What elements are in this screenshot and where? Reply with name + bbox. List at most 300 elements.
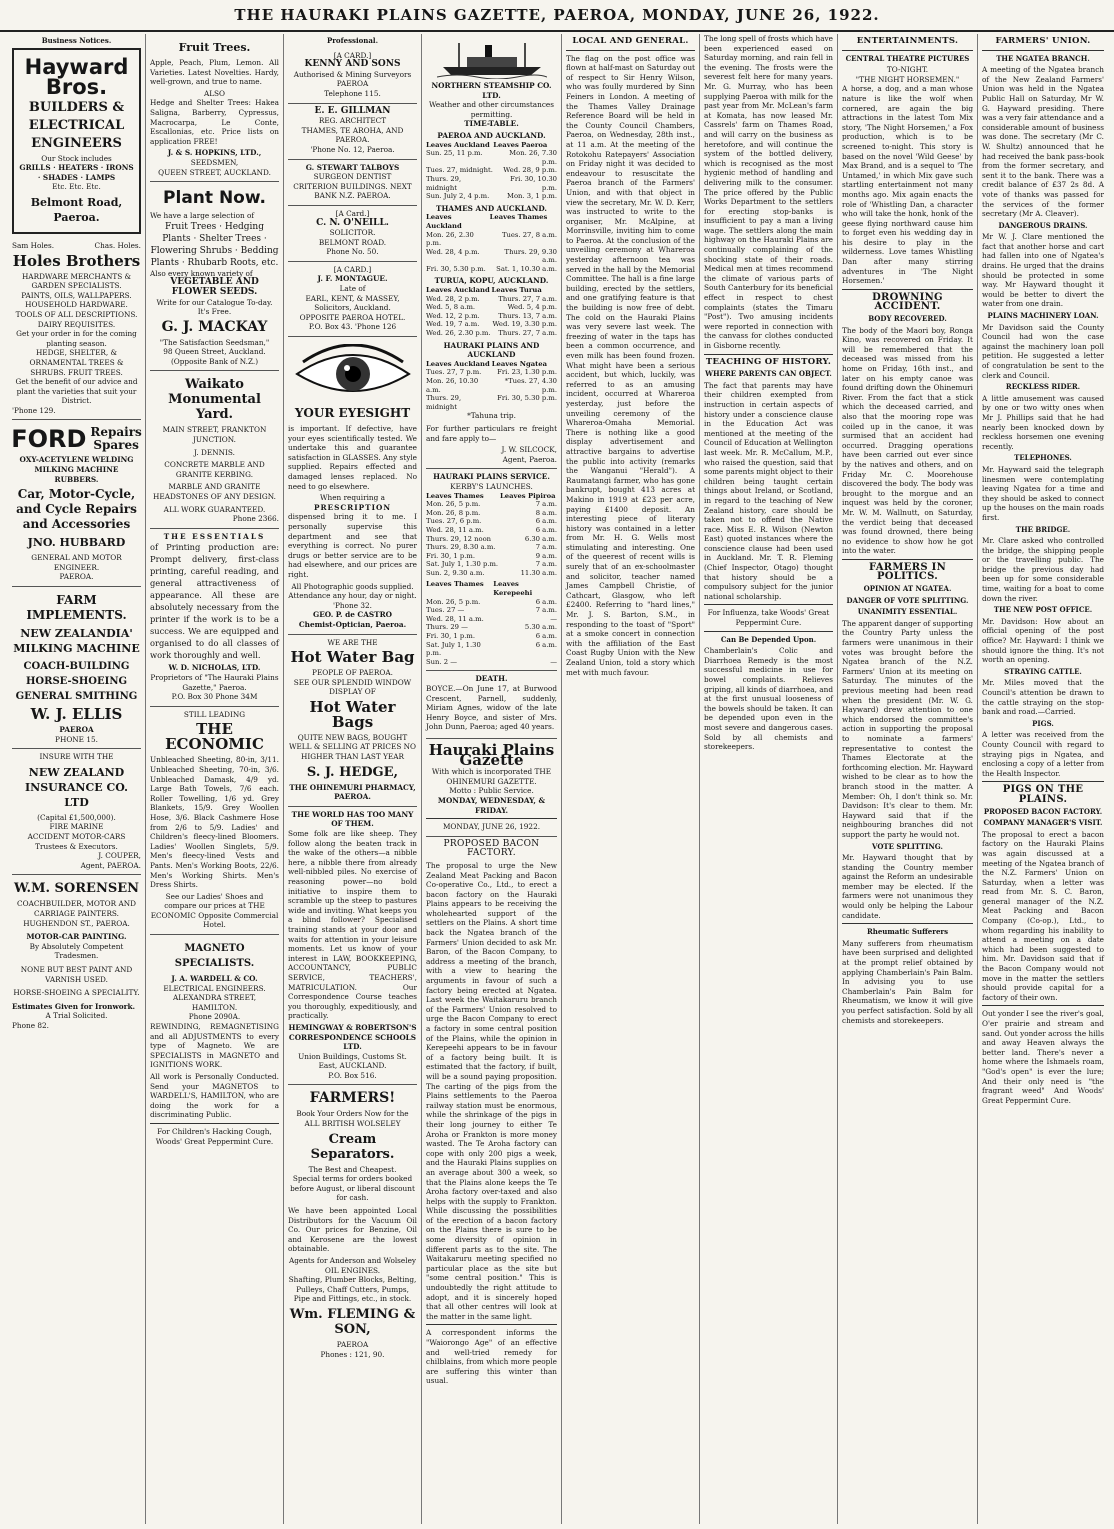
timetable-cell: Wed. 28, 11 a.m. xyxy=(426,525,484,534)
drown-body: The body of the Maori boy, Ronga Kino, was recovered on Friday. It will be remembered that the deceased was missed from his home on Friday, 16th inst., and later on his empty canoe was found drifting down the Ohinemuri River. From the fact that a stick which the deceased carried, and also that the mooring rope was coiled up in the canoe, it was surmised that an accident had occurred. Dragging operations have been carried out ever since by the natives and others, and on Friday Mr. C. Moorehouse discovered the body. The body was brought to the morgue and an inquest was held by the coroner, Mr. W. M. Wallnutt, on Saturday, the verdict being that deceased was found drowned, there being no evidence to show how he got into the water. xyxy=(842,325,973,556)
po-body: Mr. Davidson: How about an official opening of the post office? Mr. Hayward: I think we should ignore the thing. It's not worth an opening. xyxy=(982,616,1104,665)
bacon-body: The proposal to urge the New Zealand Meat Packing and Bacon Co-operative Co., Ltd., to erect a bacon factory on the Hauraki Plains appears to be receiving the wholehearted support of the settlers on the Plains. A short time back the Ngatea branch of the Farmers' Union decided to ask Mr. Baron, of the Bacon Company, to address a meeting of the branch, with a view to hearing the arguments in favour of such a factory being erected at Ngatea. Last week the Waitakaruru branch of the Farmers' Union resolved to urge the Bacon Company to erect a factory in some central position of the Plains, while the opinion in Kerepeehi appears to be in favour of a factory being built. It is estimated that the factory, if built, will be a sound paying proposition. The carting of the pigs from the Plains settlements to the Paeroa railway station must be enormous, while the shrinkage of the pigs in their long journey to either Te Aroha or Frankton is more money wasted. The Te Aroha factory can cope with only 200 pigs a week, and the Hauraki Plains supplies on an average about 300 a week, so that the Plains alone keeps the Te Aroha factory over-taxed and also helps with the supply to Frankton. While discussing the possibilities of the erection of a bacon factory on the Plains there is sure to be some diversity of opinion in different parts as to the site. The Waitakaruru meeting specified no particular place as the site but "some central position." This is undoubtedly the right attitude to adopt, and it is sincerely hoped that all other centres will look at the matter in the same light. xyxy=(426,860,557,1321)
steam-line1: Weather and other circumstances permitting. xyxy=(428,100,554,119)
hayward-line3: ENGINEERS xyxy=(31,135,122,151)
montague-line1: Late of xyxy=(339,284,366,294)
gazette-name: Hauraki Plains Gazette xyxy=(428,740,555,769)
timetable-row xyxy=(426,569,557,578)
gazette-date: MONDAY, JUNE 26, 1922. xyxy=(442,822,541,832)
essentials-box: P.O. Box 30 Phone 34M xyxy=(171,692,258,702)
farmers-line4: We have been appointed Local Distributors for the Vacuum Oil Co. Our prices for Benzine, Oil and Kerosene are the lowest obtainable. xyxy=(288,1206,417,1254)
farmers-title2: Cream Separators. xyxy=(310,1131,395,1162)
fruit-firm2: SEEDSMEN, xyxy=(190,157,239,167)
timetable-cell: Wed. 5, 8 a.m. xyxy=(426,303,476,312)
hayward-line1: BUILDERS & xyxy=(28,99,125,115)
world-firm: HEMINGWAY & ROBERTSON'S CORRESPONDENCE SCHOOLS LTD. xyxy=(288,1022,417,1052)
farmers-town: PAEROA xyxy=(336,1339,369,1349)
timetable-row xyxy=(426,166,557,175)
montague-card: [A CARD.] xyxy=(333,264,372,274)
bacon-corr: A correspondent informs the "Waiorongo Age" of an effective and well-tried remedy for chilblains, from which more people are suffering this winter than usual. xyxy=(426,1328,557,1386)
card-gillman xyxy=(288,104,417,160)
farmers-line5: Agents for Anderson and Wolseley OIL ENGINES. xyxy=(288,1256,417,1275)
timetable-cell: Tues. 27, 6 p.m. xyxy=(426,517,482,526)
nzins-agent2: Agent, PAEROA. xyxy=(80,860,141,870)
timetable-cell: 6 a.m. xyxy=(535,517,557,526)
eye-body: is important. If defective, have your eyes scientifically tested. We undertake this and guarantee satisfaction in GLASSES. Any style supplied. Repairs effected and damaged lenses replaced. No need to go elsewhere. xyxy=(288,424,417,491)
death-body: BOYCE.—On June 17, at Burwood Crescent, Parnell, suddenly, Miriam Agnes, widow of the late Henry Boyce, and sister of Mrs. John Dunn, Paeroa; aged 40 years. xyxy=(426,684,557,732)
holes-line2: PAINTS, OILS, WALLPAPERS. xyxy=(21,290,132,300)
pol-sub2: DANGER OF VOTE SPLITTING. xyxy=(846,595,969,605)
talboys-line2: CRITERION BUILDINGS. NEXT BANK N.Z. PAEROA. xyxy=(293,181,412,201)
timetable-cell: *Tues. 27, 4.30 p.m. xyxy=(504,377,557,394)
nzins-capital: (Capital £1,500,000). xyxy=(37,812,116,822)
timetable-cell: 5.30 a.m. xyxy=(524,623,557,632)
timetable-row xyxy=(426,231,557,248)
timetable-cell: 7 a.m. xyxy=(535,560,557,569)
timetable-cell: 6 a.m. xyxy=(535,597,557,606)
timetable-row xyxy=(426,175,557,192)
steamship-icon xyxy=(437,39,547,79)
oneill-card: [A Card.] xyxy=(335,208,370,218)
waikato-title: Waikato Monumental Yard. xyxy=(168,377,261,423)
gazette-line3: MONDAY, WEDNESDAY, & FRIDAY. xyxy=(437,795,546,815)
sorensen-line8: A Trial Solicited. xyxy=(45,1011,108,1021)
kenny-phone: Telephone 115. xyxy=(324,88,381,98)
ad-holes-brothers xyxy=(12,238,141,421)
eye-photo: All Photographic goods supplied. xyxy=(291,581,414,591)
article-farmers-union xyxy=(982,37,1104,778)
timetable-cell: Mon. 3, 1 p.m. xyxy=(507,192,557,201)
timetable-cell: Sun. 25, 11 p.m. xyxy=(426,149,483,158)
farmers-line1: Book Your Orders Now for the ALL BRITISH WOLSELEY xyxy=(296,1109,409,1129)
fruit-firm: J. & S. HOPKINS, LTD., xyxy=(167,148,262,158)
ad-farmers-separators xyxy=(288,1085,417,1363)
ford-repairs-spares: Repairs Spares xyxy=(90,425,142,453)
poem: Out yonder I see the river's goal, O'er prairie and stream and sand. Out yonder across the hills and away Heaven always the better land. There's never a home where the Ishmaels roam, "God's open" is ever the lure; And their only need is "the fragrant weed" And Woods' Great Peppermint Cure. xyxy=(982,1009,1105,1105)
magneto-foot: For Children's Hacking Cough, Woods' Great Peppermint Cure. xyxy=(155,1126,274,1146)
farmers-name: Wm. FLEMING & SON, xyxy=(289,1306,416,1337)
ad-hayward-bros xyxy=(12,48,141,234)
plant-also: Also every known variety of xyxy=(150,268,253,278)
column-3 xyxy=(284,34,422,1524)
timetable-cell: Tues. 27, midnight. xyxy=(426,166,493,175)
talboys-name: G. STEWART TALBOYS xyxy=(305,162,400,172)
timetable-cell: Sat. July 1, 1.30 p.m. xyxy=(426,560,499,569)
timetable-row xyxy=(426,368,557,377)
timetable-row xyxy=(426,377,557,394)
oneill-line1: SOLICITOR. xyxy=(329,228,376,238)
plant-intro: We have a large selection of xyxy=(150,211,255,221)
column-1 xyxy=(8,34,146,1524)
timetable-header xyxy=(426,141,557,150)
timetable-row xyxy=(426,329,557,338)
pol-body: The apparent danger of supporting the Country Party unless the farmers were unanimous in their votes was brought before the Ngatea branch of the N.Z. Farmers' Union at its meeting on Saturday. The minutes of the previous meeting had been read when the president (Mr. W. G. Hayward) drew attention to one which endorsed the committee's action in supporting the proposal to nominate a farmers' representative to contest the Thames Electorate at the forthcoming election. Mr. Hayward wished to be clear as to how the branch stood in the matter. A Member: Oh, I don't think so. Mr. Davidson: It's clear to them. Mr. Hayward said that if the neighbouring branches did not support the party he would not. xyxy=(842,618,973,839)
timetable-cell: Wed. 19, 7 a.m. xyxy=(426,320,480,329)
timetable-header xyxy=(426,360,557,369)
timetable-row xyxy=(426,394,557,411)
timetable-header-cell: Leaves Kerepeehi xyxy=(493,580,533,598)
fu-sub: THE NGATEA BRANCH. xyxy=(996,53,1090,63)
ad-ford-repairs xyxy=(12,420,141,587)
timetable-header-cell: Leaves Paeroa xyxy=(493,140,548,149)
timetable-cell: — xyxy=(550,614,557,623)
timetable-header-cell: Leaves Thames xyxy=(489,213,548,222)
hayward-etc: Etc. Etc. Etc. xyxy=(52,182,101,192)
timetable-row xyxy=(426,526,557,535)
hedge-line4: QUITE NEW BAGS, BOUGHT WELL & SELLING AT PRICES NO HIGHER THAN LAST YEAR xyxy=(288,732,417,762)
timetable-cell: Wed. 12, 2 p.m. xyxy=(426,311,480,320)
timetable-cell: Mon. 26, 8 p.m. xyxy=(426,508,481,517)
ad-plant-now xyxy=(150,182,279,371)
essentials-title: THE ESSENTIALS xyxy=(163,531,266,541)
timetable-row xyxy=(426,500,557,509)
economic-lead: STILL LEADING xyxy=(183,709,246,719)
holes-phone: 'Phone 129. xyxy=(12,405,56,415)
hist-title: TEACHING OF HISTORY. xyxy=(705,356,832,367)
farmers-line3: Special terms for orders booked before August, or liberal discount for cash. xyxy=(290,1174,415,1203)
timetable-row xyxy=(426,641,557,658)
timetable-cell: 6 a.m. xyxy=(535,525,557,534)
world-addr: Union Buildings, Customs St. East, AUCKLAND. xyxy=(298,1051,407,1071)
timetable-row xyxy=(426,598,557,607)
hedge-title2: Hot Water Bags xyxy=(309,697,396,731)
farm-line1: NEW ZEALANDIA' MILKING MACHINE xyxy=(13,627,140,656)
ad-hot-water-bag xyxy=(288,635,417,807)
ad-essentials-printing xyxy=(150,529,279,707)
hedge-line1: WE ARE THE xyxy=(327,637,378,647)
card-kenny-and-sons xyxy=(288,48,417,104)
eye-prescription: PRESCRIPTION xyxy=(313,502,392,512)
montague-line2: EARL, KENT, & MASSEY, Solicitors, Auckland. xyxy=(305,293,400,313)
article-local-continued xyxy=(704,34,833,351)
plant-cat: Write for our Catalogue To-day. It's Free. xyxy=(156,297,273,317)
ent-film: "THE NIGHT HORSEMEN." xyxy=(855,74,960,84)
holes-name: Holes Brothers xyxy=(12,251,141,270)
ent-sub: CENTRAL THEATRE PICTURES xyxy=(845,53,970,63)
nzins-name: NEW ZEALAND INSURANCE CO. LTD xyxy=(25,765,128,809)
fruit-body2: Hedge and Shelter Trees: Hakea Saligna, Barberry, Cypressus, Macrocarpa, Le Conte, Escallonias, etc. Price lists on application FREE! xyxy=(150,98,279,146)
ad-the-economic xyxy=(150,707,279,935)
pol-sub: OPINION AT NGATEA. xyxy=(863,584,952,594)
ford-line6: PAEROA. xyxy=(59,572,94,582)
steam-name: NORTHERN STEAMSHIP CO. LTD. xyxy=(431,81,552,100)
column-7 xyxy=(838,34,978,1524)
hedge-tag: THE OHINEMURI PHARMACY, PAEROA. xyxy=(289,782,416,802)
sorensen-name: W.M. SORENSEN xyxy=(13,881,140,897)
drains-body: Mr W. J. Clare mentioned the fact that another horse and cart had fallen into one of Ngatea's drains. He urged that the drains should be protected in some way. Mr Hayward thought it would be better to divert the water from one drain. xyxy=(982,232,1104,309)
eye-when: When requiring a xyxy=(320,493,385,503)
hist-body: The fact that parents may have their children exempted from instruction in certain aspects of history under a conscience clause in the Education Act was mentioned at the meeting of the Council of Education at Wellington last week. Mr. R. McCallum, M.P., who raised the question, said that some parents might object to their children being taught certain things about Ireland, or Scotland, in regard to the teaching of New Zealand history, care should be taken not to offend the Native race. Miss E. R. Wilson (Newton East) quoted instances where the conscience clause had been used in Auckland. Mr. T. R. Fleming (Chief Inspector, Otago) thought that history should be a compulsory subject for the junior national scholarship. xyxy=(704,380,833,601)
timetable-header-cell: Leaves Thames xyxy=(426,580,484,589)
holes-line1: HARDWARE MERCHANTS & GARDEN SPECIALISTS. xyxy=(21,271,132,291)
essentials-body: of Printing production are: Prompt delivery, first-class printing, careful reading, and general attractiveness of appearance. All these are absolutely necessary from the printer if the work is to be a success. We are equipped and organised to do all classes of work thoroughly and well. xyxy=(150,542,279,661)
farmers-line6: Shafting, Plumber Blocks, Belting, Pulleys, Chaff Cutters, Pumps, Pipe and Fittings, etc., in stock. xyxy=(288,1275,417,1304)
timetable-cell: Mon. 26, 5 p.m. xyxy=(426,597,481,606)
column-6 xyxy=(700,34,838,1524)
sorensen-line3: MOTOR-CAR PAINTING. xyxy=(26,932,127,942)
tele-title: TELEPHONES. xyxy=(1014,453,1072,463)
timetable-cell: Wed. 28, 2 p.m. xyxy=(426,294,480,303)
pigs2-sub2: COMPANY MANAGER'S VISIT. xyxy=(983,818,1103,828)
pigs2-body: The proposal to erect a bacon factory on the Hauraki Plains was again discussed at a meeting of the Ngatea branch of the N.Z. Farmers' Union on Saturday, when a letter was read from Mr. S. C. Baron, general manager of the N.Z. Meat Packing and Bacon Company (Co-op.), Ltd., to whom regarding his inability to attend a meeting on a date which had been suggested to him. Mr. Davidson said that if the Bacon Company would not move in the matter the settlers should provide capital for a factory of their own. xyxy=(982,829,1104,1002)
kerby-title: HAURAKI PLAINS SERVICE. xyxy=(433,472,550,482)
sorensen-line6: HORSE-SHOEING A SPECIALITY. xyxy=(13,988,140,998)
timetable-cell: Thurs. 29, 9.30 a.m. xyxy=(504,247,557,265)
holes-line5: Get your order in for the coming planting season. xyxy=(16,329,137,348)
hedge-line3: SEE OUR SPLENDID WINDOW DISPLAY OF xyxy=(293,677,412,697)
kenny-name: KENNY AND SONS xyxy=(304,59,401,70)
timetable-cell: Thurs. 29, 12 noon xyxy=(426,534,492,543)
timetable-row xyxy=(426,535,557,544)
plant-tag: "The Satisfaction Seedsman," xyxy=(159,337,270,347)
timetable-cell: Thurs. 13, 7 a.m. xyxy=(498,311,557,320)
timetable-cell: Thurs. 27, 7 a.m. xyxy=(498,329,557,338)
farmers-phone: Phones : 121, 90. xyxy=(320,1349,385,1359)
column-5 xyxy=(562,34,700,1524)
kenny-line1: Authorised & Mining Surveyors xyxy=(293,69,412,79)
timetable-row xyxy=(426,658,557,667)
timetable-cell: Thurs. 29 — xyxy=(426,623,468,632)
hayward-address: Belmont Road, Paeroa. xyxy=(30,195,123,224)
world-title: THE WORLD HAS TOO MANY OF THEM. xyxy=(291,809,414,829)
nzins-line2: FIRE MARINE xyxy=(49,822,104,832)
ad-sorensen xyxy=(12,875,141,1034)
ford-line5: GENERAL AND MOTOR ENGINEER. xyxy=(31,553,122,572)
fruit-title: Fruit Trees. xyxy=(178,41,251,54)
ent-tonight: TO-NIGHT. xyxy=(886,65,929,75)
timetable-row xyxy=(426,552,557,561)
timetable-cell: Sat. 1, 10.30 a.m. xyxy=(496,264,557,273)
cure-title: Can Be Depended Upon. xyxy=(720,634,817,644)
nzins-line4: Trustees & Executors. xyxy=(35,841,118,851)
timetable-cell: Fri. 30, 1 p.m. xyxy=(426,551,476,560)
timetable-row xyxy=(426,509,557,518)
montague-name: J. F. MONTAGUE. xyxy=(317,274,388,284)
timetable-header xyxy=(426,286,557,295)
timetable-cell: Thurs. 29, 8.30 a.m. xyxy=(426,543,496,552)
hayward-items: GRILLS · HEATERS · IRONS · SHADES · LAMPS xyxy=(19,163,134,182)
montague-box: P.O. Box 43. 'Phone 126 xyxy=(308,322,397,332)
ent-title: ENTERTAINMENTS. xyxy=(856,36,959,46)
sorensen-line5: NONE BUT BEST PAINT AND VARNISH USED. xyxy=(20,964,133,984)
masthead-title: THE HAURAKI PLAINS GAZETTE, PAEROA, MONDAY, JUNE 26, 1922. xyxy=(234,6,880,24)
notice-death xyxy=(426,671,557,739)
hedge-line2: PEOPLE OF PAEROA. xyxy=(312,668,393,678)
eye-name: GEO. P. de CASTRO xyxy=(312,610,393,620)
steam-table-paeroa xyxy=(426,141,557,201)
nzins-line1: INSURE WITH THE xyxy=(39,752,114,762)
sorensen-phone: Phone 82. xyxy=(12,1020,49,1030)
timetable-cell: Mon. 26, 10.30 a.m. xyxy=(426,377,479,394)
fruit-also: ALSO xyxy=(203,88,226,98)
timetable-row xyxy=(426,312,557,321)
fu-title: FARMERS' UNION. xyxy=(995,36,1091,46)
timetable-cell: Tues. 27 — xyxy=(426,606,465,615)
eye-icon xyxy=(293,344,413,402)
ad-kerby-launches xyxy=(426,469,557,671)
steam-route3: TURUA, KOPU, AUCKLAND. xyxy=(434,276,549,286)
timetable-row xyxy=(426,320,557,329)
farm-name: W. J. ELLIS xyxy=(30,705,123,724)
plant-addr2: (Opposite Bank of N.Z.) xyxy=(170,356,259,366)
economic-foot: See our Ladies' Shoes and compare our prices at THE ECONOMIC Opposite Commercial Hotel. xyxy=(150,891,279,930)
timetable-cell: 6 a.m. xyxy=(535,640,557,649)
steam-route2: THAMES AND AUCKLAND. xyxy=(436,203,547,213)
steam-route4: HAURAKI PLAINS AND AUCKLAND xyxy=(443,340,540,360)
essentials-firm2: Proprietors of "The Hauraki Plains Gazette," Paeroa. xyxy=(150,673,279,692)
essentials-firm: W. D. NICHOLAS, LTD. xyxy=(168,663,261,673)
steam-route1: PAEROA AND AUCKLAND. xyxy=(437,130,546,140)
timetable-cell: 7 a.m. xyxy=(535,543,557,552)
timetable-cell: Fri. 30, 5.30 p.m. xyxy=(497,394,557,403)
timetable-header-cell: Leaves Thames xyxy=(426,491,484,500)
ford-line3: Car, Motor-Cycle, and Cycle Repairs and Accessories xyxy=(16,487,137,532)
timetable-cell: Sun. 2, 9.30 a.m. xyxy=(426,568,485,577)
farm-title: FARM IMPLEMENTS. xyxy=(26,593,127,623)
plant-veg: VEGETABLE AND FLOWER SEEDS. xyxy=(170,277,259,297)
timetable-cell: Wed. 28, 11 a.m. xyxy=(426,614,484,623)
hayward-name: Hayward Bros. xyxy=(24,54,129,99)
death-title: DEATH. xyxy=(475,674,508,684)
ad-farm-implements xyxy=(12,587,141,749)
timetable-cell: Wed. 28, 9 p.m. xyxy=(503,166,557,175)
card-montague xyxy=(288,262,417,337)
fruit-addr: QUEEN STREET, AUCKLAND. xyxy=(158,167,271,177)
holes-line3: HOUSEHOLD HARDWARE. xyxy=(25,300,128,310)
farmers-title: FARMERS! xyxy=(309,1090,396,1107)
drown-sub: BODY RECOVERED. xyxy=(868,314,947,324)
timetable-cell: 9 a.m. xyxy=(535,551,557,560)
hist-sub: WHERE PARENTS CAN OBJECT. xyxy=(705,369,832,379)
reck-title: RECKLESS RIDER. xyxy=(1005,382,1081,392)
sorensen-line7: Estimates Given for Ironwork. xyxy=(12,1001,136,1011)
timetable-header-cell: Leaves Ngatea xyxy=(491,359,547,368)
eye-phone: 'Phone 32. xyxy=(333,600,372,610)
holes-right-name: Chas. Holes. xyxy=(94,240,141,250)
talboys-line1: SURGEON DENTIST xyxy=(313,172,392,182)
pigs-body: A letter was received from the County Council with regard to straying pigs in Ngatea, and enclosing a copy of a letter from the Health Inspector. xyxy=(982,730,1104,778)
world-body: Some folk are like sheep. They follow along the beaten track in the wake of the others—a nibble here, a nibble there from already well-nibbled piles. No exercise of reasoning power—no bold initiative to inspire them to scramble up the steep to pastures wide and inviting. What keeps you a blind follower? Specialised training stands at your door and waits for attention in your leisure moments. Let us know of your interest in LAW, BOOKKEEPING, ACCOUNTANCY, PUBLIC SERVICE, TEACHERS', MATRICULATION. Our Correspondence Course teaches you thoroughly, expeditiously, and practically. xyxy=(288,829,417,1021)
timetable-header-cell: Leaves Pipiroa xyxy=(500,491,556,500)
timetable-header-cell: Leaves Turua xyxy=(491,286,542,295)
timetable-cell: Wed. 5, 4 p.m. xyxy=(507,303,557,312)
timetable-cell: Thurs. 29, midnight xyxy=(426,394,462,411)
gazette-line2: Motto : Public Service. xyxy=(449,786,534,796)
farm-phone: PHONE 15. xyxy=(55,734,98,744)
timetable-header-cell: Leaves Auckland xyxy=(426,213,462,230)
steam-table-thames xyxy=(426,213,557,273)
waikato-line3: CONCRETE MARBLE AND GRANITE KERBING. xyxy=(164,460,265,479)
kenny-card: [A CARD.] xyxy=(333,50,372,60)
gillman-line1: REG. ARCHITECT xyxy=(318,116,387,126)
plant-addr: 98 Queen Street, Auckland. xyxy=(163,347,266,357)
hedge-name: S. J. HEDGE, xyxy=(306,764,399,780)
timetable-row xyxy=(426,295,557,304)
steam-table-turua xyxy=(426,286,557,338)
timetable-cell: Fri. 30, 1 p.m. xyxy=(426,632,476,641)
timetable-cell: Thurs. 29, midnight xyxy=(426,174,462,192)
sorensen-line2: HUGHENDON ST., PAEROA. xyxy=(23,918,130,928)
pol-body3: Many sufferers from rheumatism have been surprised and delighted at the prompt relief obtained by applying Chamberlain's Pain Balm. In advising you to use Chamberlain's Pain Balm for Rheumatism, we know it will give you perfect satisfaction. Sold by all chemists and storekeepers. xyxy=(842,938,973,1025)
steam-agent: J. W. SILCOCK, xyxy=(501,445,557,455)
timetable-cell: Wed. 26, 2.30 p.m. xyxy=(426,329,491,338)
cure-body: Chamberlain's Colic and Diarrhoea Remedy is the most successful medicine in use for bowel complaints. Relieves griping, all kinds of diarrhoea, and at the first unusual looseness of the bowels should be taken. It can be depended upon even in the most severe and dangerous cases. Sold by all chemists and storekeepers. xyxy=(704,646,833,752)
timetable-row xyxy=(426,623,557,632)
timetable-header-cell: Leaves Auckland xyxy=(426,140,490,149)
pigs2-sub: PROPOSED BACON FACTORY. xyxy=(983,806,1103,816)
timetable-cell: — xyxy=(550,657,557,666)
timetable-cell: 7 a.m. xyxy=(535,606,557,615)
fu-body: A meeting of the Ngatea branch of the New Zealand Farmers' Union was held in the Ngatea Public Hall on Saturday, Mr W. G. Hayward presiding. There was a very fair attendance and a considerable amount of business was done. The secretary (Mr C. W. Shultz) announced that he had received the bank pass-book from the former secretary, and sent it to the bank. There was a credit balance of £37 2s 8d. A vote of thanks was passed for the services of the former secretary (Mr A. Cleaver). xyxy=(982,65,1104,219)
ford-line1: OXY-ACETYLENE WELDING xyxy=(19,455,134,465)
timetable-cell: 6 a.m. xyxy=(535,632,557,641)
gillman-phone: 'Phone No. 12, Paeroa. xyxy=(310,144,395,154)
farm-line2: COACH-BUILDING HORSE-SHOEING GENERAL SMITHING xyxy=(15,661,138,703)
holes-line6: HEDGE, SHELTER, & ORNAMENTAL TREES & SHRUBS. FRUIT TREES. xyxy=(29,348,124,377)
pol-body2: Mr. Hayward thought that by standing the Country member against the Reform an undesirable member may be elected. If the farmers were not unanimous they would only be helping the Labour candidate. xyxy=(842,853,973,920)
reck-body: A little amusement was caused by one or two witty ones when Mr J. Phillips said that he had nearly been knocked down by reckless horsemen one evening recently. xyxy=(982,393,1104,451)
farmers-line2: The Best and Cheapest. xyxy=(308,1164,397,1174)
nzins-agent: J. COUPER, xyxy=(98,851,141,861)
stray-body: Mr. Miles moved that the Council's attention be drawn to the cattle straying on the stop-bank and road.—Carried. xyxy=(982,678,1104,717)
timetable-cell: Fri. 30, 5.30 p.m. xyxy=(426,264,486,273)
gillman-name: E. E. GILLMAN xyxy=(314,105,391,116)
ent-body: A horse, a dog, and a man whose nature is like the wolf when cornered, are again the big attractions in the latest Tom Mix story, 'The Night Horsemen,' a Fox production, which is to be screened to-night. This story is based on the novel 'Wild Geese' by Max Brand, and is a sequel to 'The Untamed,' in which Mix gave such startling entertainment not many months ago. Mix again enacts the role of 'Whistling Dan, a character who will take the honk, honk of the geese flying northward cause him to forget even his wedding day in his desire to play in the wilderness. Love tames Whistling Dan after many stirring adventures in 'The Night Horsemen.' xyxy=(842,84,973,286)
ad-waikato-monumental xyxy=(150,371,279,528)
article-local-and-general xyxy=(566,37,695,677)
tele-body: Mr. Hayward said the telegraph linesmen were contemplating leaving Ngatea for a time and they should be asked to connect up the houses on the main roads first. xyxy=(982,464,1104,522)
magneto-phone: Phone 2090A. xyxy=(188,1012,241,1022)
oneill-name: C. N. O'NEILL. xyxy=(316,217,389,228)
article-entertainments xyxy=(842,37,973,286)
waikato-line1: MAIN STREET, FRANKTON JUNCTION. xyxy=(162,425,267,445)
column-4 xyxy=(422,34,562,1524)
timetable-row xyxy=(426,632,557,641)
plant-title: Plant Now. xyxy=(163,188,266,209)
ad-fruit-trees xyxy=(150,34,279,182)
ford-line2: MILKING MACHINE RUBBERS. xyxy=(34,465,119,484)
timetable-cell: Fri. 23, 1.30 p.m. xyxy=(497,368,557,377)
article-teaching-history xyxy=(704,354,833,602)
section-professional: Professional. xyxy=(326,36,379,45)
section-business-notices: Business Notices. xyxy=(41,36,112,45)
pigs-title: PIGS. xyxy=(1032,718,1054,728)
pigs2-title: PIGS ON THE PLAINS. xyxy=(1002,784,1084,805)
eye-body2: dispensed bring it to me. I personally supervise this department and see that everything is correct. No purer drugs or better service are to be had elsewhere, and our prices are right. xyxy=(288,512,417,579)
holes-left-name: Sam Holes. xyxy=(12,240,55,250)
waikato-line2: J. DENNIS. xyxy=(194,447,235,457)
masthead xyxy=(0,0,1114,32)
pol-rheum: Rheumatic Sufferers xyxy=(866,927,949,937)
montague-line3: OPPOSITE PAEROA HOTEL. xyxy=(299,312,406,322)
steam-foot: For further particulars re freight and fare apply to— xyxy=(426,423,557,443)
hedge-title: Hot Water Bag xyxy=(290,648,415,667)
mach-title: PLAINS MACHINERY LOAN. xyxy=(987,311,1099,321)
steam-table-plains xyxy=(426,360,557,412)
local-body: The flag on the post office was flown at half-mast on Saturday out of respect to Sir Henry Wilson, who was foully murdered by Sinn Feiners in London. A meeting of the Thames Valley Drainage Reference Board will be held in the County Council Chambers, Paeroa, on Wednesday, 28th inst., at 11 a.m. At the meeting of the Rotokohu Ratepayers' Association on Friday night it was decided to endeavour to resuscitate the Paeroa branch of the Farmers' Union, and with that object in view the secretary, Mr. W. D. Kerr, was instructed to write to the organiser, Mr. McAlpine, at Morrinsville, inviting him to come to Paeroa. At the conclusion of the unveiling ceremony at Whareroa yesterday afternoon tea was served in the hall by the Memorial Committee. The hall is a fine large building, erected by the settlers, and one gratifying feature is that the building is now free of debt. The cold on the Hauraki Plains was very severe last week. The freezing of water in the taps has been a common occurrence, and even milk has been found frozen. What might have been a serious accident, but which, luckily, was referred to as an amusing incident, occurred at Whareroa yesterday, just before the unveiling ceremony of the Whareroa-Omaha Memorial. There is nothing like a good display advertisement and attractive bargains to advertise the public into activity (remarks the Wanganui "Herald"). A Raumatangi farmer, who has gone bankrupt, bought 413 acres at Makino in 1919 at £23 per acre, paying £1400 deposit. An interesting piece of literary history was contained in a letter from Mr. H. G. Wells most stimulating and interesting. One of the queerest of recent wills is surely that of an ex-schoolmaster and solicitor, teacher named James Campbell Christie, of Cathcart, Glasgow, who left £2400. Referring to "hard lines," Mr. J. S. Barton, S.M., in responding to the toast of "Sport" at a smoke concert in connection with the affiliation of the East Coast Rugby Union with the New Zealand Union, told a story which met with much favour. xyxy=(566,53,695,677)
fruit-body: Apple, Peach, Plum, Lemon. All Varieties. Latest Novelties. Hardy, well-grown, and true to name. xyxy=(150,58,279,87)
hayward-line2: ELECTRICAL xyxy=(28,117,125,133)
magneto-firm: J. A. WARDELL & CO. xyxy=(171,974,258,984)
waikato-phone: Phone 2366. xyxy=(232,514,279,524)
holes-line7: Get the benefit of our advice and plant the varieties that suit your District. xyxy=(15,377,138,406)
timetable-cell: Mon. 26, 2.30 p.m. xyxy=(426,230,474,248)
ad-northern-steamship xyxy=(426,34,557,469)
stray-title: STRAYING CATTLE. xyxy=(1004,666,1082,676)
farm-town: PAEROA xyxy=(59,725,94,735)
world-box: P.O. Box 516. xyxy=(328,1070,377,1080)
timetable-header xyxy=(426,580,557,597)
